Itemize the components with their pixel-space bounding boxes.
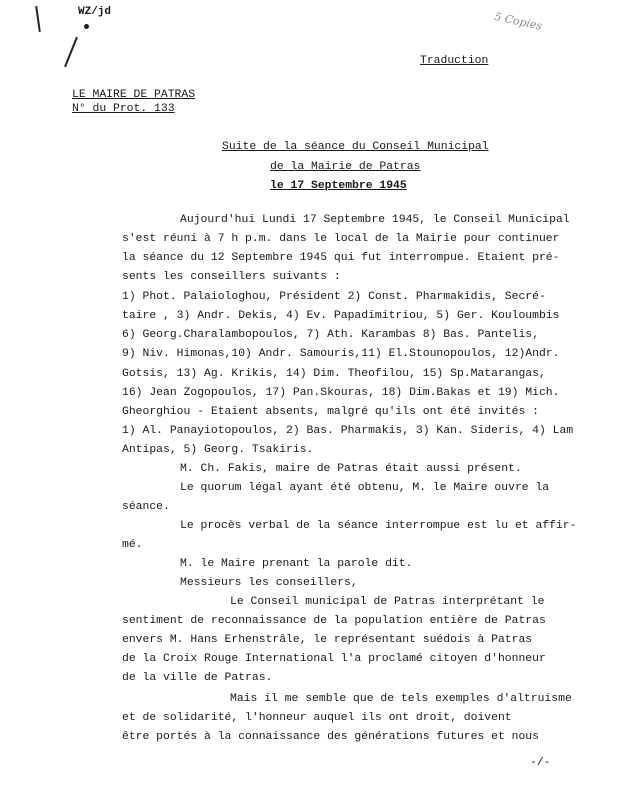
body-line: 1) Al. Panayiotopoulos, 2) Bas. Pharmakis, 3) Kan. Sideris, 4) Lam — [122, 425, 574, 437]
body-line: être portés à la connaissance des générations futures et nous — [122, 731, 539, 743]
body-line: s'est réuni à 7 h p.m. dans le local de la Mairie pour continuer — [122, 233, 560, 245]
ink-dot — [84, 24, 89, 29]
body-line: Le procès verbal de la séance interrompue est lu et affir- — [180, 520, 577, 532]
ink-mark-left-dash — [64, 37, 78, 67]
title-line-3: le 17 Septembre 1945 — [270, 180, 407, 192]
title-line-2: de la Mairie de Patras — [270, 161, 421, 173]
body-line: 1) Phot. Palaiologhou, Président 2) Const. Pharmakidis, Secré- — [122, 291, 546, 303]
body-line: Messieurs les conseillers, — [180, 577, 358, 589]
reference-code: WZ/jd — [78, 6, 112, 18]
body-line: et de solidarité, l'honneur auquel ils ont droit, doivent — [122, 712, 512, 724]
ink-mark-top-left — [35, 6, 41, 32]
body-line: la séance du 12 Septembre 1945 qui fut interrompue. Etaient pré- — [122, 252, 560, 264]
body-line: Gotsis, 13) Ag. Krikis, 14) Dim. Theofilou, 15) Sp.Matarangas, — [122, 368, 546, 380]
body-line: taire , 3) Andr. Dekis, 4) Ev. Papadimitriou, 5) Ger. Kouloumbis — [122, 310, 560, 322]
body-line: Gheorghiou - Etaient absents, malgré qu'ils ont été invités : — [122, 406, 539, 418]
body-line: de la ville de Patras. — [122, 672, 273, 684]
body-line: Aujourd'hui Lundi 17 Septembre 1945, le Conseil Municipal — [180, 214, 570, 226]
body-line: envers M. Hans Erhenstrâle, le représentant suédois à Patras — [122, 634, 533, 646]
body-line: 9) Niv. Himonas,10) Andr. Samouris,11) El.Stounopoulos, 12)Andr. — [122, 348, 560, 360]
continuation-mark: -/- — [530, 757, 551, 769]
body-line: séance. — [122, 501, 170, 513]
mayor-heading: LE MAIRE DE PATRAS — [72, 89, 196, 101]
body-line: M. le Maire prenant la parole dit. — [180, 558, 413, 570]
body-line: 16) Jean Zogopoulos, 17) Pan.Skouras, 18) Dim.Bakas et 19) Mich. — [122, 387, 560, 399]
title-line-1: Suite de la séance du Conseil Municipal — [222, 141, 489, 153]
body-line: de la Croix Rouge International l'a proclamé citoyen d'honneur — [122, 653, 546, 665]
body-line: sentiment de reconnaissance de la population entière de Patras — [122, 615, 546, 627]
body-line: Antipas, 5) Georg. Tsakiris. — [122, 444, 314, 456]
body-line: 6) Georg.Charalambopoulos, 7) Ath. Karambas 8) Bas. Pantelis, — [122, 329, 539, 341]
body-line: mé. — [122, 539, 143, 551]
protocol-number: N° du Prot. 133 — [72, 103, 175, 115]
body-line: sents les conseillers suivants : — [122, 271, 341, 283]
translation-label: Traduction — [420, 55, 489, 67]
body-line: Le Conseil municipal de Patras interprétant le — [230, 596, 545, 608]
handwritten-note: 5 Copies — [493, 10, 544, 33]
body-line: M. Ch. Fakis, maire de Patras était aussi présent. — [180, 463, 522, 475]
body-line: Mais il me semble que de tels exemples d'altruisme — [230, 693, 572, 705]
body-line: Le quorum légal ayant été obtenu, M. le Maire ouvre la — [180, 482, 550, 494]
